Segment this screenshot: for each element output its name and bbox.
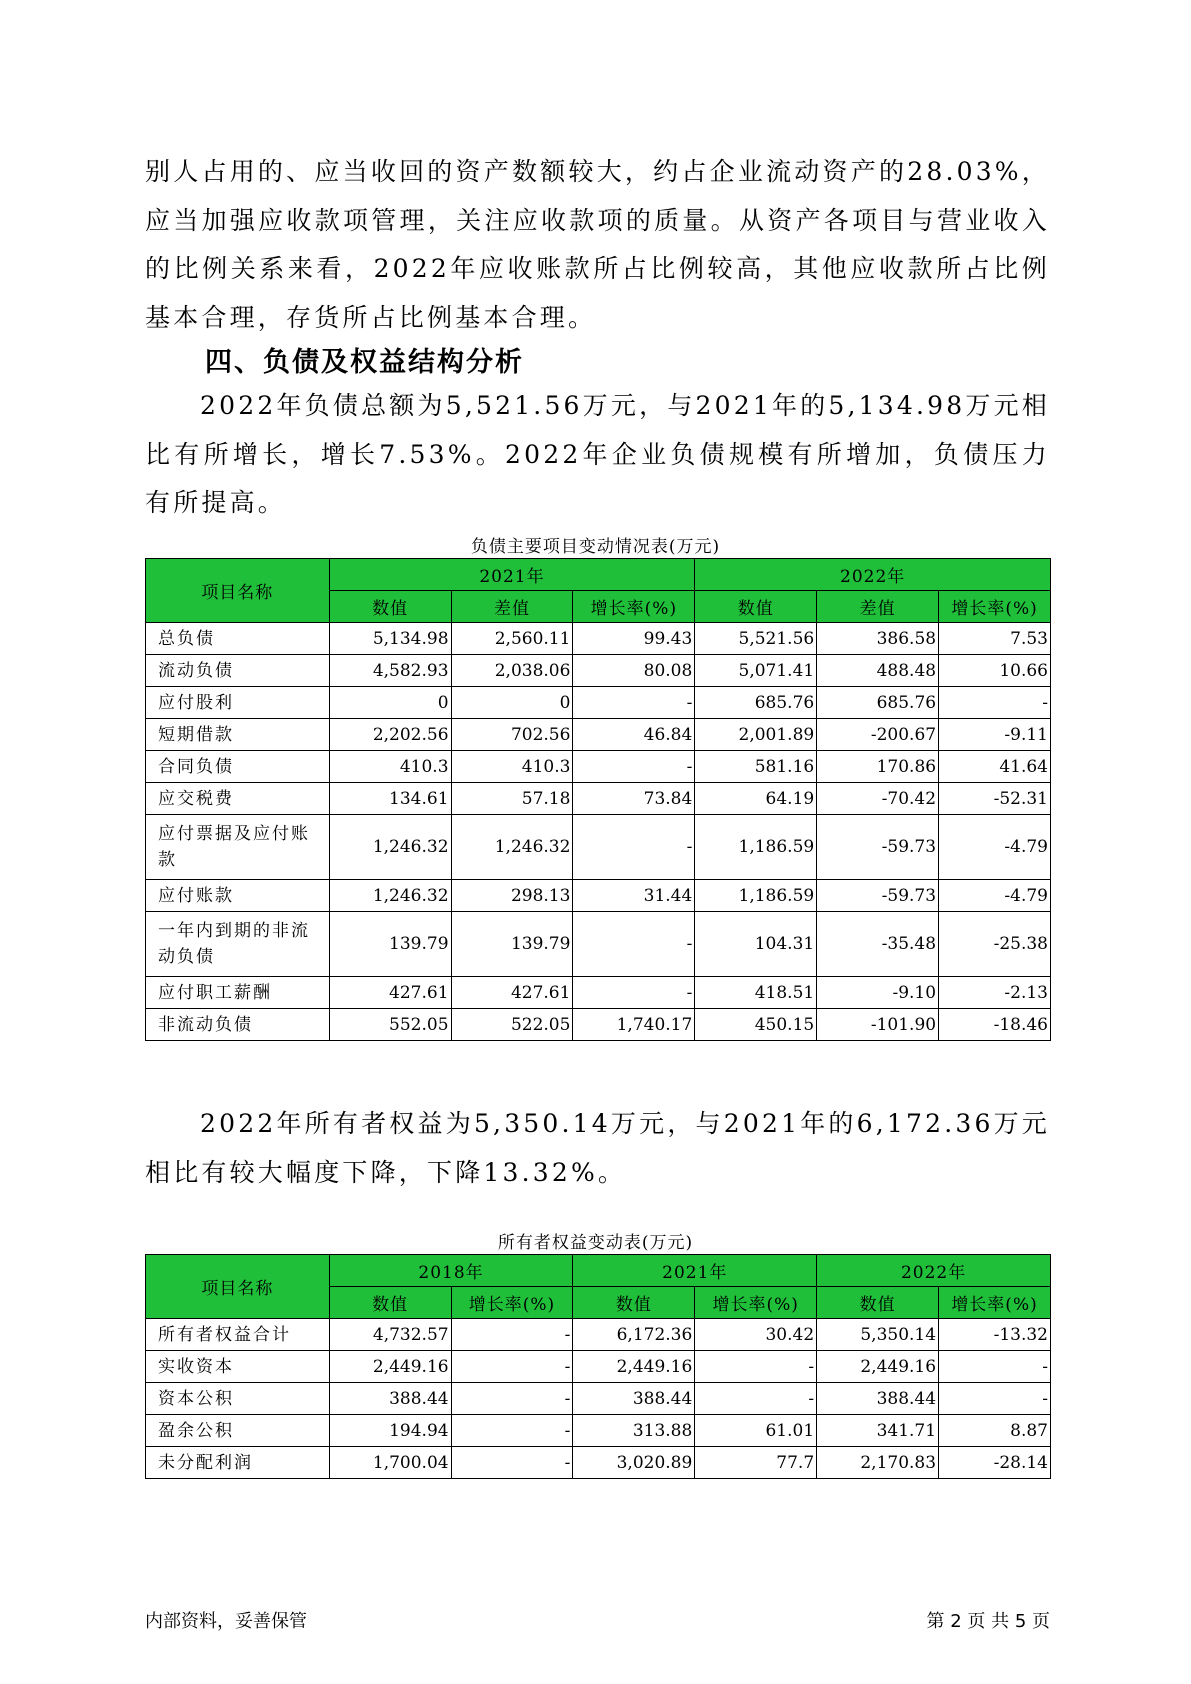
table-cell: -200.67 [817, 719, 939, 751]
row-label: 应付票据及应付账款 [146, 815, 330, 880]
table-cell: 427.61 [329, 977, 451, 1009]
row-label: 盈余公积 [146, 1415, 330, 1447]
row-label: 非流动负债 [146, 1009, 330, 1041]
table-cell: 2,560.11 [451, 623, 573, 655]
table-cell: 5,521.56 [695, 623, 817, 655]
column-header: 差值 [451, 591, 573, 623]
table-cell: 3,020.89 [573, 1447, 695, 1479]
table-row [146, 623, 1051, 655]
table-cell: - [939, 687, 1051, 719]
table-cell: - [695, 1351, 817, 1383]
table-cell: 2,170.83 [817, 1447, 939, 1479]
table-cell: -35.48 [817, 912, 939, 977]
table-cell: 522.05 [451, 1009, 573, 1041]
table-cell: -70.42 [817, 783, 939, 815]
table-cell: 388.44 [817, 1383, 939, 1415]
column-header: 差值 [817, 591, 939, 623]
table-cell: 341.71 [817, 1415, 939, 1447]
section-heading-liability-equity: 四、负债及权益结构分析 [205, 347, 524, 378]
table-cell: -25.38 [939, 912, 1051, 977]
table-cell: 2,202.56 [329, 719, 451, 751]
table-cell: 46.84 [573, 719, 695, 751]
table-row [146, 1009, 1051, 1041]
column-header: 数值 [329, 591, 451, 623]
table-cell: -59.73 [817, 880, 939, 912]
table-cell: 410.3 [451, 751, 573, 783]
year-header: 2022年 [817, 1255, 1051, 1287]
table-cell: 41.64 [939, 751, 1051, 783]
item-name-header: 项目名称 [146, 1255, 330, 1319]
table-row [146, 815, 1051, 880]
column-header: 增长率(%) [573, 591, 695, 623]
table-cell: - [939, 1351, 1051, 1383]
table-cell: - [451, 1319, 573, 1351]
item-name-header: 项目名称 [146, 559, 330, 623]
table-cell: 388.44 [573, 1383, 695, 1415]
table-cell: - [573, 751, 695, 783]
row-label: 流动负债 [146, 655, 330, 687]
table-cell: 552.05 [329, 1009, 451, 1041]
table-cell: 2,001.89 [695, 719, 817, 751]
table-cell: 1,740.17 [573, 1009, 695, 1041]
table-cell: 8.87 [939, 1415, 1051, 1447]
table-row [146, 719, 1051, 751]
row-label: 一年内到期的非流动负债 [146, 912, 330, 977]
table-cell: 581.16 [695, 751, 817, 783]
table-cell: 1,700.04 [329, 1447, 451, 1479]
table-cell: 77.7 [695, 1447, 817, 1479]
table-cell: 298.13 [451, 880, 573, 912]
table-cell: 410.3 [329, 751, 451, 783]
table-cell: 6,172.36 [573, 1319, 695, 1351]
table-cell: 7.53 [939, 623, 1051, 655]
table-cell: 702.56 [451, 719, 573, 751]
table-cell: -4.79 [939, 880, 1051, 912]
table-cell: - [573, 687, 695, 719]
row-label: 未分配利润 [146, 1447, 330, 1479]
table-cell: 685.76 [695, 687, 817, 719]
table-cell: - [695, 1383, 817, 1415]
table-cell: 73.84 [573, 783, 695, 815]
table-cell: -9.10 [817, 977, 939, 1009]
table-cell: -13.32 [939, 1319, 1051, 1351]
row-label: 短期借款 [146, 719, 330, 751]
liability-table-caption: 负债主要项目变动情况表(万元) [470, 537, 721, 557]
table-cell: 2,449.16 [817, 1351, 939, 1383]
table-cell: 4,732.57 [329, 1319, 451, 1351]
table-cell: 5,134.98 [329, 623, 451, 655]
table-cell: 1,186.59 [695, 815, 817, 880]
table-cell: 1,246.32 [451, 815, 573, 880]
footer-confidential-note: 内部资料，妥善保管 [145, 1611, 307, 1632]
table-cell: 2,449.16 [573, 1351, 695, 1383]
column-header: 数值 [817, 1287, 939, 1319]
table-cell: 30.42 [695, 1319, 817, 1351]
row-label: 应交税费 [146, 783, 330, 815]
table-cell: 139.79 [451, 912, 573, 977]
table-cell: - [573, 912, 695, 977]
paragraph-asset-summary: 别人占用的、应当收回的资产数额较大，约占企业流动资产的28.03%，应当加强应收款项管理，关注应收款项的质量。从资产各项目与营业收入的比例关系来看，2022年应收账款所占比例较高，其他应收款所占比例基本合理，存货所占比例基本合理。 [145, 157, 1050, 332]
table-cell: 5,071.41 [695, 655, 817, 687]
table-cell: 10.66 [939, 655, 1051, 687]
table-cell: 0 [329, 687, 451, 719]
table-cell: 427.61 [451, 977, 573, 1009]
table-cell: 170.86 [817, 751, 939, 783]
table-row [146, 751, 1051, 783]
year-header: 2021年 [573, 1255, 817, 1287]
row-label: 实收资本 [146, 1351, 330, 1383]
table-cell: - [573, 977, 695, 1009]
column-header: 数值 [573, 1287, 695, 1319]
footer-page-number: 第 2 页 共 5 页 [926, 1611, 1050, 1632]
year-header: 2022年 [695, 559, 1051, 591]
table-cell: - [451, 1415, 573, 1447]
table-cell: -52.31 [939, 783, 1051, 815]
table-cell: 1,246.32 [329, 880, 451, 912]
table-cell: 313.88 [573, 1415, 695, 1447]
equity-changes-table [145, 1254, 1051, 1479]
table-cell: 80.08 [573, 655, 695, 687]
table-cell: 139.79 [329, 912, 451, 977]
table-cell: - [451, 1351, 573, 1383]
column-header: 增长率(%) [695, 1287, 817, 1319]
column-header: 数值 [695, 591, 817, 623]
equity-table-caption: 所有者权益变动表(万元) [497, 1233, 694, 1253]
liability-changes-table [145, 558, 1051, 1041]
table-row [146, 1447, 1051, 1479]
row-label: 应付职工薪酬 [146, 977, 330, 1009]
table-row [146, 655, 1051, 687]
table-row [146, 687, 1051, 719]
table-cell: 388.44 [329, 1383, 451, 1415]
table-cell: - [451, 1447, 573, 1479]
table-row [146, 977, 1051, 1009]
table-row [146, 1319, 1051, 1351]
row-label: 应付账款 [146, 880, 330, 912]
table-cell: 450.15 [695, 1009, 817, 1041]
table-cell: 99.43 [573, 623, 695, 655]
table-cell: 5,350.14 [817, 1319, 939, 1351]
table-cell: 0 [451, 687, 573, 719]
table-cell: 2,038.06 [451, 655, 573, 687]
table-cell: -2.13 [939, 977, 1051, 1009]
table-cell: - [573, 815, 695, 880]
table-cell: 4,582.93 [329, 655, 451, 687]
table-row [146, 912, 1051, 977]
column-header: 增长率(%) [939, 1287, 1051, 1319]
table-cell: 134.61 [329, 783, 451, 815]
table-cell: -59.73 [817, 815, 939, 880]
table-row [146, 783, 1051, 815]
column-header: 增长率(%) [451, 1287, 573, 1319]
paragraph-liability-summary: 2022年负债总额为5,521.56万元，与2021年的5,134.98万元相比有所增长，增长7.53%。2022年企业负债规模有所增加，负债压力有所提高。 [145, 391, 1050, 517]
table-cell: 1,186.59 [695, 880, 817, 912]
table-cell: 386.58 [817, 623, 939, 655]
row-label: 总负债 [146, 623, 330, 655]
table-cell: 488.48 [817, 655, 939, 687]
table-cell: 2,449.16 [329, 1351, 451, 1383]
table-cell: 418.51 [695, 977, 817, 1009]
row-label: 所有者权益合计 [146, 1319, 330, 1351]
table-cell: 1,246.32 [329, 815, 451, 880]
table-cell: - [451, 1383, 573, 1415]
table-cell: 31.44 [573, 880, 695, 912]
column-header: 数值 [329, 1287, 451, 1319]
column-header: 增长率(%) [939, 591, 1051, 623]
table-cell: -101.90 [817, 1009, 939, 1041]
row-label: 合同负债 [146, 751, 330, 783]
table-cell: 57.18 [451, 783, 573, 815]
table-cell: 685.76 [817, 687, 939, 719]
table-row [146, 880, 1051, 912]
table-cell: -28.14 [939, 1447, 1051, 1479]
table-cell: 64.19 [695, 783, 817, 815]
row-label: 资本公积 [146, 1383, 330, 1415]
table-row [146, 1415, 1051, 1447]
year-header: 2021年 [329, 559, 695, 591]
table-cell: 104.31 [695, 912, 817, 977]
table-cell: - [939, 1383, 1051, 1415]
table-row [146, 1383, 1051, 1415]
table-row [146, 1351, 1051, 1383]
table-cell: -18.46 [939, 1009, 1051, 1041]
table-cell: -4.79 [939, 815, 1051, 880]
table-cell: 61.01 [695, 1415, 817, 1447]
row-label: 应付股利 [146, 687, 330, 719]
paragraph-equity-summary: 2022年所有者权益为5,350.14万元，与2021年的6,172.36万元相比有较大幅度下降，下降13.32%。 [145, 1109, 1050, 1187]
table-cell: -9.11 [939, 719, 1051, 751]
table-cell: 194.94 [329, 1415, 451, 1447]
year-header: 2018年 [329, 1255, 573, 1287]
